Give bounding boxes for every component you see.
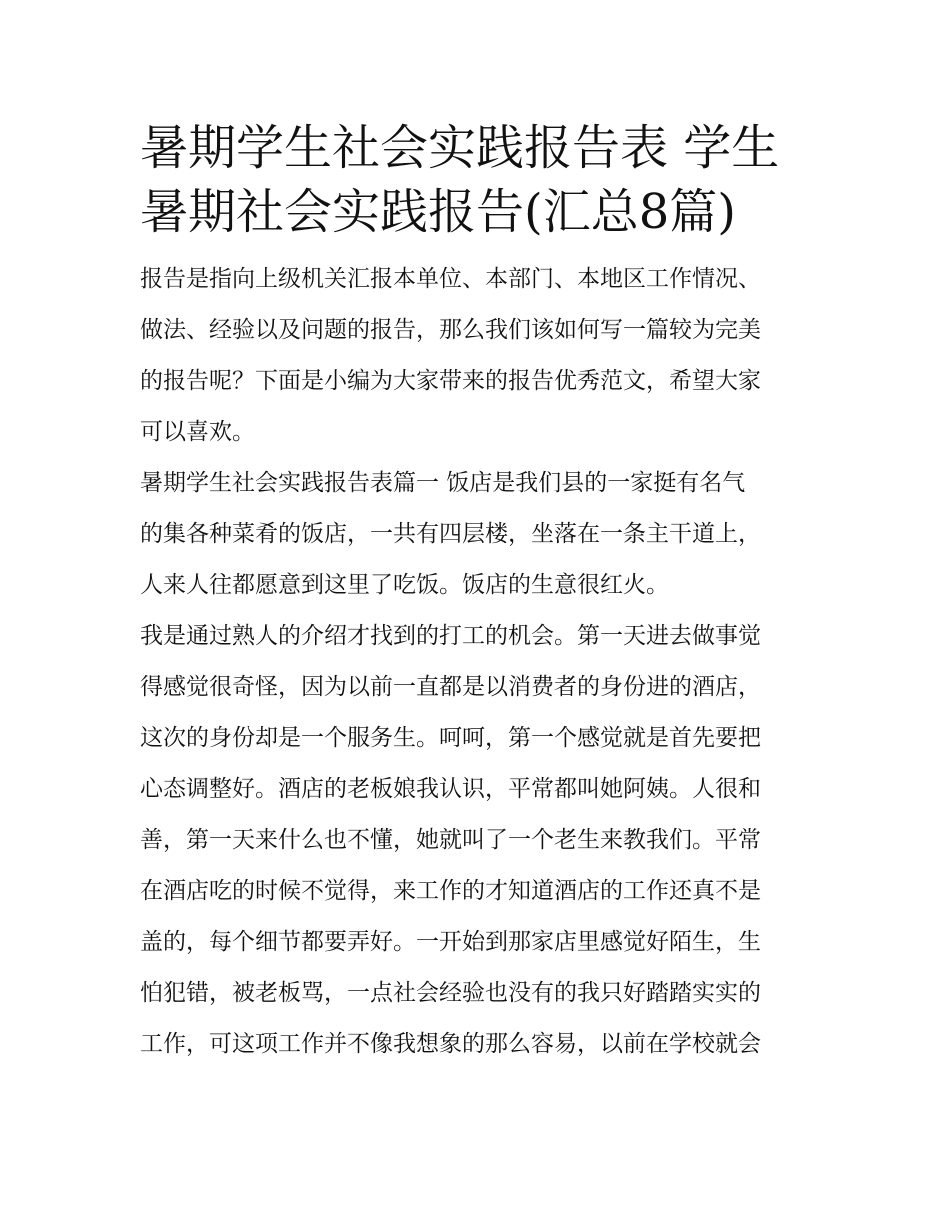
text-line: 做法、经验以及问题的报告，那么我们该如何写一篇较为完美 bbox=[140, 317, 761, 343]
text-line: 暑期学生社会实践报告表篇一 饭店是我们县的一家挺有名气 bbox=[140, 470, 746, 496]
document-title bbox=[140, 116, 812, 244]
text-line: 工作，可这项工作并不像我想象的那么容易，以前在学校就会 bbox=[140, 1031, 761, 1057]
text-line: 可以喜欢。 bbox=[140, 419, 255, 445]
document-page bbox=[140, 116, 812, 1070]
text-line: 盖的，每个细节都要弄好。一开始到那家店里感觉好陌生，生 bbox=[140, 929, 761, 955]
intro-paragraph bbox=[140, 254, 812, 458]
title-line: 暑期学生社会实践报告表 学生 bbox=[140, 120, 780, 176]
text-line: 的集各种菜肴的饭店，一共有四层楼，坐落在一条主干道上， bbox=[140, 521, 761, 547]
title-line: 暑期社会实践报告(汇总8篇) bbox=[140, 184, 736, 240]
text-line: 怕犯错，被老板骂，一点社会经验也没有的我只好踏踏实实的 bbox=[140, 980, 761, 1006]
document-body bbox=[140, 254, 812, 1070]
text-line: 这次的身份却是一个服务生。呵呵，第一个感觉就是首先要把 bbox=[140, 725, 761, 751]
text-line: 我是通过熟人的介绍才找到的打工的机会。第一天进去做事觉 bbox=[140, 623, 761, 649]
text-line: 人来人往都愿意到这里了吃饭。饭店的生意很红火。 bbox=[140, 572, 669, 598]
text-line: 心态调整好。酒店的老板娘我认识，平常都叫她阿姨。人很和 bbox=[140, 776, 761, 802]
text-line: 得感觉很奇怪，因为以前一直都是以消费者的身份进的酒店， bbox=[140, 674, 761, 700]
text-line: 在酒店吃的时候不觉得，来工作的才知道酒店的工作还真不是 bbox=[140, 878, 761, 904]
text-line: 的报告呢？下面是小编为大家带来的报告优秀范文，希望大家 bbox=[140, 368, 761, 394]
text-line: 善，第一天来什么也不懂，她就叫了一个老生来教我们。平常 bbox=[140, 827, 761, 853]
body-paragraph bbox=[140, 611, 812, 1070]
text-line: 报告是指向上级机关汇报本单位、本部门、本地区工作情况、 bbox=[140, 266, 761, 292]
section-one-paragraph bbox=[140, 458, 812, 611]
